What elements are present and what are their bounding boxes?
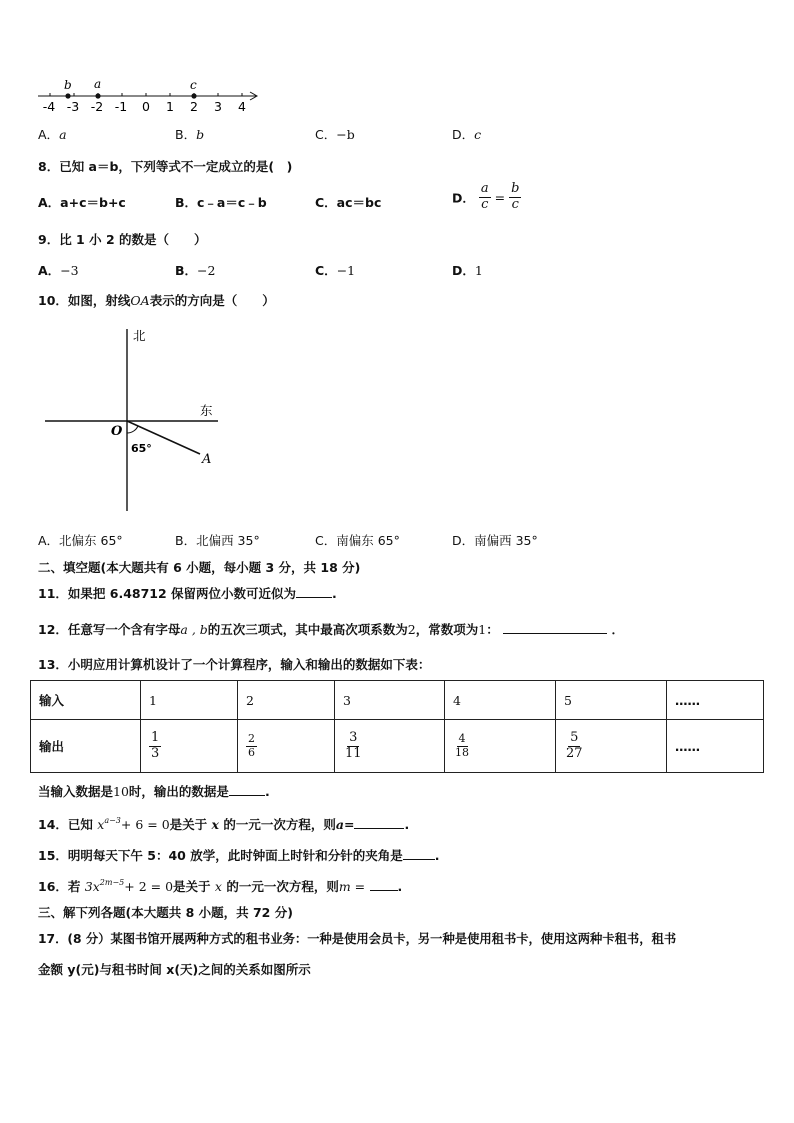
tick-label: 4 <box>238 99 246 114</box>
point-c-dot <box>191 93 196 98</box>
point-a-dot <box>95 93 100 98</box>
q9-stem: 9．比 1 小 2 的数是（ ） <box>38 232 207 247</box>
point-a-label: A <box>202 452 212 467</box>
output-label: 输出 <box>31 720 141 773</box>
q11: 11．如果把 6.48712 保留两位小数可近似为 . <box>38 586 337 601</box>
north-label: 北 <box>133 328 146 343</box>
q8-stem: 8．已知 a＝b，下列等式不一定成立的是( ) <box>38 159 293 174</box>
q13-question: 当输入数据是10时，输出的数据是 . <box>38 784 270 799</box>
point-b-dot <box>65 93 70 98</box>
number-line <box>34 74 264 114</box>
q9-option-c: C．−1 <box>315 263 356 278</box>
angle-label: 65° <box>131 442 152 455</box>
section-3-heading: 三、解下列各题(本大题共 8 小题，共 72 分) <box>38 905 293 920</box>
q8-option-c: C．ac＝bc <box>315 195 382 210</box>
output-cell: $\frac{1}{3}$ <box>141 720 238 773</box>
q9-option-b: B．−2 <box>175 263 216 278</box>
tick-label: -2 <box>90 99 104 114</box>
output-cell: …… <box>667 720 764 773</box>
table-row-output <box>31 720 764 773</box>
input-cell: …… <box>667 681 764 720</box>
tick-label: 2 <box>190 99 198 114</box>
q14-answer-blank[interactable] <box>354 816 404 829</box>
input-cell: 4 <box>445 681 556 720</box>
input-cell: 2 <box>238 681 335 720</box>
q16: 16．若 $3x^{2m-5}+ 2 = 0$是关于 x 的一元一次方程，则m = . <box>38 878 403 894</box>
east-label: 东 <box>200 403 213 418</box>
q8-option-b: B．c﹣a＝c﹣b <box>175 195 267 210</box>
q15-answer-blank[interactable] <box>403 847 435 860</box>
tick-label: -1 <box>114 99 128 114</box>
q7-option-d: D．c <box>452 127 482 142</box>
point-a-label: a <box>94 77 102 91</box>
q14: 14．已知 $x^{a-3}+ 6 = 0$是关于 x 的一元一次方程，则a= . <box>38 816 410 832</box>
q10-option-d: D．南偏西 35° <box>452 533 538 548</box>
q9-option-d: D．1 <box>452 263 483 278</box>
output-cell: $\frac{3}{11}$ <box>335 720 445 773</box>
point-b-label: b <box>64 78 72 92</box>
q12: 12．任意写一个含有字母a , b的五次三项式，其中最高次项系数为2，常数项为1： ． <box>38 622 624 637</box>
output-cell: $\frac{4}{18}$ <box>445 720 556 773</box>
input-cell: 3 <box>335 681 445 720</box>
q11-answer-blank[interactable] <box>296 585 332 598</box>
input-label: 输入 <box>31 681 141 720</box>
input-cell: 5 <box>556 681 667 720</box>
tick-label: 0 <box>142 99 150 114</box>
q13-answer-blank[interactable] <box>229 783 265 796</box>
q8-option-d: D． $\frac{a}{c}$ = $\frac{b}{c}$ <box>452 181 520 212</box>
q10-option-b: B．北偏西 35° <box>175 533 260 548</box>
q16-answer-blank[interactable] <box>370 878 398 891</box>
q10-option-c: C．南偏东 65° <box>315 533 400 548</box>
section-2-heading: 二、填空题(本大题共有 6 小题，每小题 3 分，共 18 分) <box>38 560 361 575</box>
q8-option-a: A．a+c＝b+c <box>38 195 126 210</box>
io-table <box>30 680 764 773</box>
q10-stem: 10．如图，射线OA表示的方向是（ ） <box>38 293 275 308</box>
q7-option-a: A．a <box>38 127 67 142</box>
q12-answer-blank[interactable] <box>503 621 607 634</box>
q17-line-2: 金额 y(元)与租书时间 x(天)之间的关系如图所示 <box>38 962 311 977</box>
direction-diagram <box>40 325 230 515</box>
q10-option-a: A．北偏东 65° <box>38 533 123 548</box>
q9-option-a: A．−3 <box>38 263 79 278</box>
point-c-label: c <box>190 78 197 92</box>
tick-label: -4 <box>42 99 56 114</box>
tick-label: 1 <box>166 99 174 114</box>
q7-option-c: C．−b <box>315 127 355 142</box>
q7-option-b: B．b <box>175 127 205 142</box>
tick-label: 3 <box>214 99 222 114</box>
tick-label: -3 <box>66 99 80 114</box>
output-cell: $\frac{5}{27}$ <box>556 720 667 773</box>
table-row-input <box>31 681 764 720</box>
q17-line-1: 17．(8 分）某图书馆开展两种方式的租书业务：一种是使用会员卡，另一种是使用租书卡，使用这两种卡租书，租书 <box>38 932 677 946</box>
angle-arc <box>127 426 138 433</box>
input-cell: 1 <box>141 681 238 720</box>
q15: 15．明明每天下午 5：40 放学，此时钟面上时针和分针的夹角是 . <box>38 848 440 863</box>
fraction-a-over-c: $\frac{a}{c}$ <box>480 181 489 212</box>
origin-label: O <box>111 424 123 439</box>
q13-stem: 13．小明应用计算机设计了一个计算程序，输入和输出的数据如下表： <box>38 657 431 672</box>
fraction-b-over-c: $\frac{b}{c}$ <box>511 181 520 212</box>
output-cell: $\frac{2}{6}$ <box>238 720 335 773</box>
